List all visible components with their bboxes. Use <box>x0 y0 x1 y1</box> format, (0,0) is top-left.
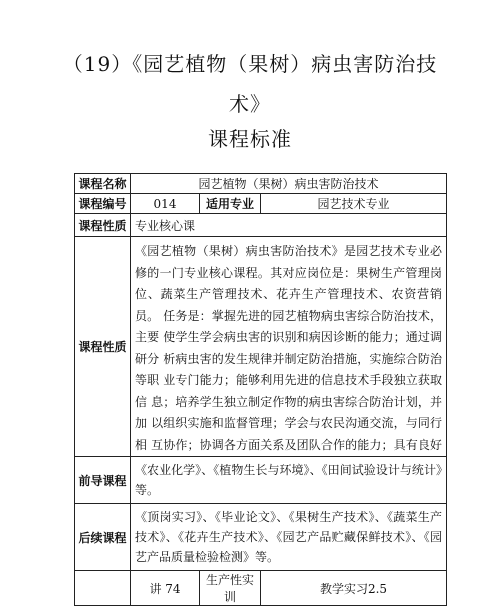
practical-training: 生产性实训 <box>200 571 261 606</box>
applicable-major-label: 适用专业 <box>200 194 261 214</box>
course-code-label: 课程编号 <box>75 194 131 214</box>
course-description-text: 《园艺植物（果树）病虫害防治技术》是园艺技术专业必修的一门专业核心课程。其对应岗位是：果树生产管理岗位、蔬菜生产管理技术、花卉生产管理技术、农资营销员。 任务是：掌握先进的园艺植物病虫害综合防治技术，主要 使学生学会病虫害的识别和病因诊断的能力；通过调研分 析病虫害的发生规律并制定防治措施，实施综合防治等职 业专门能力；能够利用先进的信息技术手段独立获取信 息；培养学生独立制定作物的病虫害综合防治计划，并加 以组织实施和监督管理；学会与农民沟通交流，与同行相 互协作；协调各方面关系及团队合作的能力；具有良好 <box>135 244 443 452</box>
course-description-label: 课程性质 <box>75 237 131 457</box>
document-subtitle: 课程标准 <box>208 127 292 151</box>
prerequisite-label: 前导课程 <box>75 457 131 504</box>
course-name-label: 课程名称 <box>75 174 131 194</box>
follow-up-row <box>75 504 447 571</box>
hours-row <box>75 571 447 606</box>
course-type-label: 课程性质 <box>75 214 131 237</box>
document-title-line-1: （19）《园艺植物（果树）病虫害防治技 <box>62 52 438 76</box>
course-code-row <box>75 194 447 214</box>
lecture-hours: 讲 74 <box>131 571 200 606</box>
prerequisite-value: 《农业化学》、《植物生长与环境》、《田间试验设计与统计》等。 <box>131 457 447 504</box>
course-type-row <box>75 214 447 237</box>
follow-up-label: 后续课程 <box>75 504 131 571</box>
course-type-value: 专业核心课 <box>131 214 447 237</box>
teaching-practice: 教学实习2.5 <box>261 571 447 606</box>
course-name-value: 园艺植物（果树）病虫害防治技术 <box>131 174 447 194</box>
hours-spacer <box>75 571 131 606</box>
course-info-table <box>74 173 447 606</box>
course-description-row <box>75 237 447 457</box>
follow-up-value: 《顶岗实习》、《毕业论文》、《果树生产技术》、《蔬菜生产技术》、《花卉生产技术》、《园艺产品贮藏保鲜技术》、《园艺产品质量检验检测》等。 <box>131 504 447 571</box>
document-title-line-2: 术》 <box>229 92 271 116</box>
course-description-value <box>131 237 447 457</box>
course-code-value: 014 <box>131 194 200 214</box>
applicable-major-value: 园艺技术专业 <box>261 194 447 214</box>
prerequisite-row <box>75 457 447 504</box>
course-name-row <box>75 174 447 194</box>
